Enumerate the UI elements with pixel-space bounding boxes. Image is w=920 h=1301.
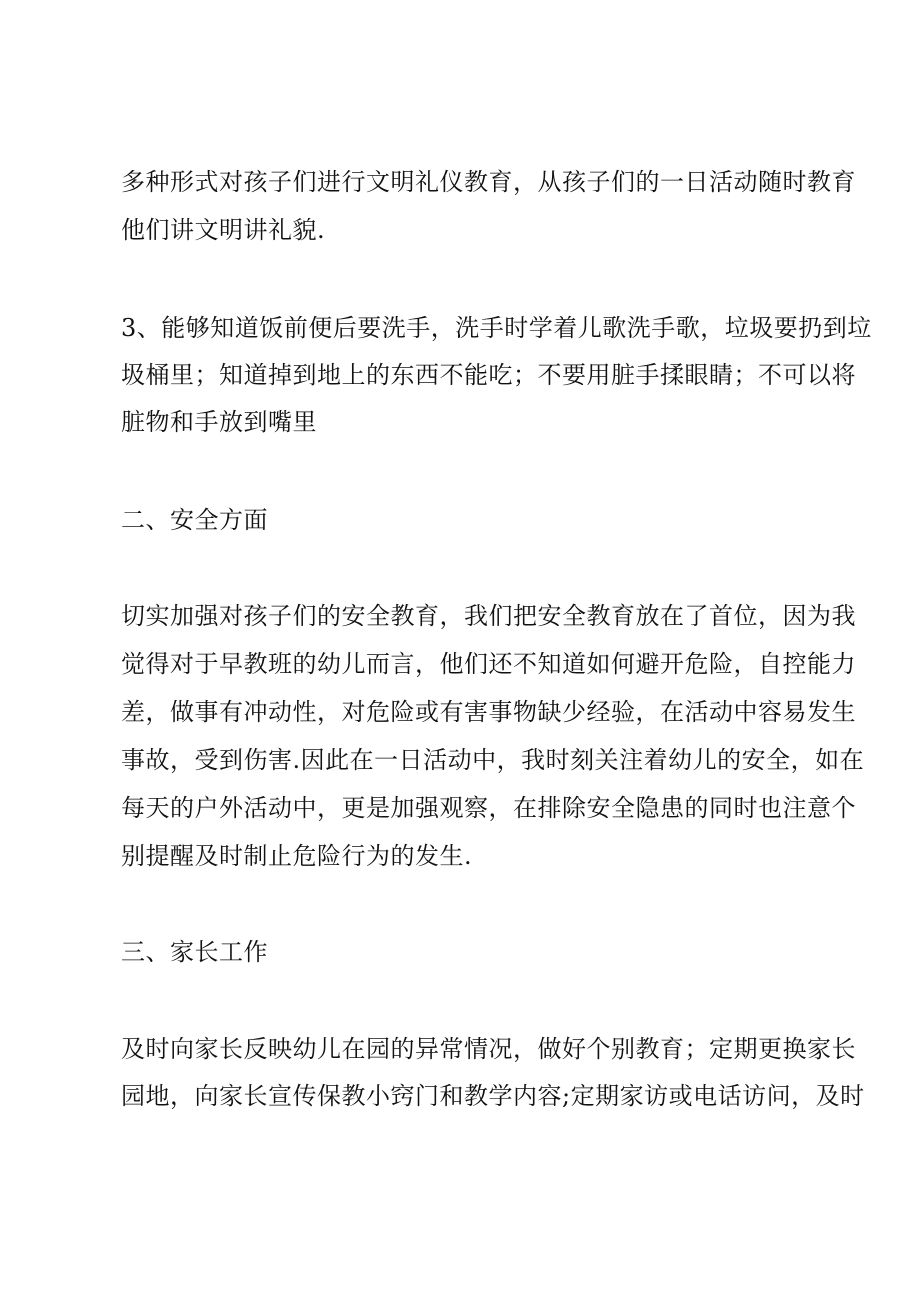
paragraph-3-line-2: 觉得对于早教班的幼儿而言，他们还不知道如何避开危险，自控能力 — [121, 650, 856, 678]
paragraph-4-line-2: 园地，向家长宣传保教小窍门和教学内容;定期家访或电话访问，及时 — [121, 1082, 865, 1110]
heading-parents: 三、家长工作 — [121, 938, 268, 966]
paragraph-3-line-1: 切实加强对孩子们的安全教育，我们把安全教育放在了首位，因为我 — [121, 602, 856, 630]
paragraph-2-line-2: 圾桶里；知道掉到地上的东西不能吃；不要用脏手揉眼睛；不可以将 — [121, 361, 856, 389]
paragraph-1-line-2: 他们讲文明讲礼貌. — [121, 216, 326, 244]
paragraph-1-line-1: 多种形式对孩子们进行文明礼仪教育，从孩子们的一日活动随时教育 — [121, 168, 856, 196]
paragraph-2-line-1: 3、能够知道饭前便后要洗手，洗手时学着儿歌洗手歌，垃圾要扔到垃 — [121, 314, 872, 342]
paragraph-4-line-1: 及时向家长反映幼儿在园的异常情况，做好个别教育；定期更换家长 — [121, 1035, 856, 1063]
heading-safety: 二、安全方面 — [121, 506, 268, 534]
paragraph-3-line-3: 差，做事有冲动性，对危险或有害事物缺少经验，在活动中容易发生 — [121, 698, 856, 726]
paragraph-3-line-4: 事故，受到伤害.因此在一日活动中，我时刻关注着幼儿的安全，如在 — [121, 746, 865, 774]
paragraph-3-line-5: 每天的户外活动中，更是加强观察，在排除安全隐患的同时也注意个 — [121, 794, 856, 822]
paragraph-3-line-6: 别提醒及时制止危险行为的发生. — [121, 842, 473, 870]
paragraph-2-line-3: 脏物和手放到嘴里 — [121, 408, 317, 436]
